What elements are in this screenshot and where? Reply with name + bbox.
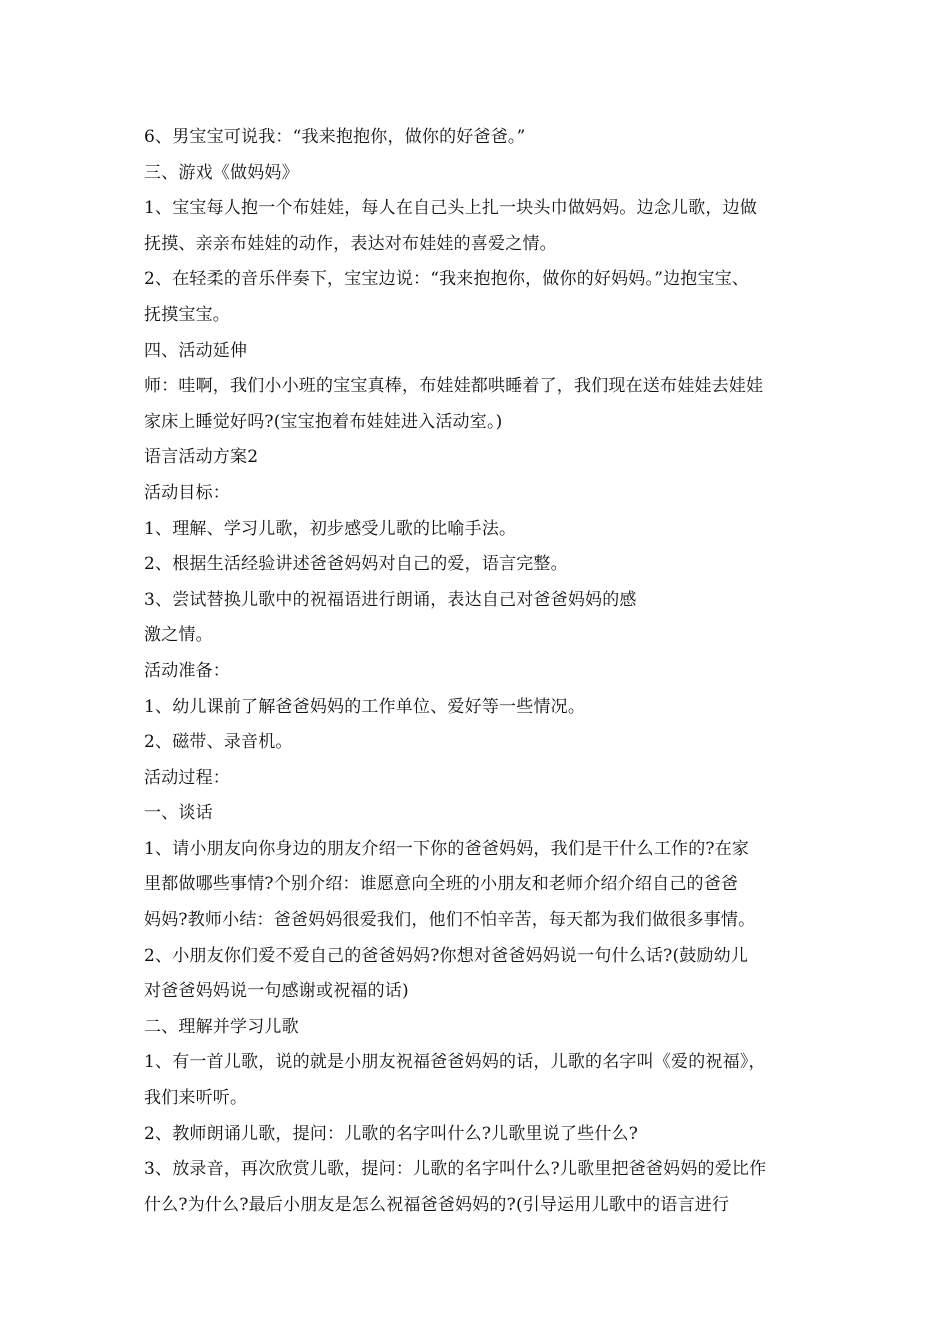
section-heading: 活动过程： (144, 767, 230, 788)
document-body (144, 120, 824, 1223)
section-heading: 活动目标： (144, 482, 230, 503)
text-line: 激之情。 (144, 625, 213, 646)
text-line: 2、磁带、录音机。 (144, 732, 293, 753)
text-line: 3、放录音，再次欣赏儿歌，提问：儿歌的名字叫什么?儿歌里把爸爸妈妈的爱比作 (144, 1159, 767, 1180)
text-line: 3、尝试替换儿歌中的祝福语进行朗诵，表达自己对爸爸妈妈的感 (144, 589, 637, 610)
text-line: 我们来听听。 (144, 1088, 248, 1109)
section-heading: 四、活动延伸 (144, 340, 248, 361)
text-line: 家床上睡觉好吗?(宝宝抱着布娃娃进入活动室。) (144, 411, 503, 432)
text-line: 1、请小朋友向你身边的朋友介绍一下你的爸爸妈妈，我们是干什么工作的?在家 (144, 838, 750, 859)
text-line: 2、小朋友你们爱不爱自己的爸爸妈妈?你想对爸爸妈妈说一句什么话?(鼓励幼儿 (144, 945, 749, 966)
text-line: 2、根据生活经验讲述爸爸妈妈对自己的爱，语言完整。 (144, 554, 568, 575)
text-line: 师：哇啊，我们小小班的宝宝真棒，布娃娃都哄睡着了，我们现在送布娃娃去娃娃 (144, 376, 764, 397)
section-heading: 二、理解并学习儿歌 (144, 1016, 299, 1037)
text-line: 什么?为什么?最后小朋友是怎么祝福爸爸妈妈的?(引导运用儿歌中的语言进行 (144, 1194, 730, 1215)
text-line: 1、幼儿课前了解爸爸妈妈的工作单位、爱好等一些情况。 (144, 696, 586, 717)
text-line: 抚摸宝宝。 (144, 304, 230, 325)
text-line: 1、宝宝每人抱一个布娃娃，每人在自己头上扎一块头巾做妈妈。边念儿歌，边做 (144, 198, 758, 219)
text-line: 2、教师朗诵儿歌，提问：儿歌的名字叫什么?儿歌里说了些什么? (144, 1123, 639, 1144)
section-heading: 三、游戏《做妈妈》 (144, 162, 299, 183)
text-line: 1、理解、学习儿歌，初步感受儿歌的比喻手法。 (144, 518, 517, 539)
text-line: 对爸爸妈妈说一句感谢或祝福的话) (144, 981, 409, 1002)
text-line: 1、有一首儿歌，说的就是小朋友祝福爸爸妈妈的话，儿歌的名字叫《爱的祝福》， (144, 1052, 766, 1073)
text-line: 6、男宝宝可说我：“我来抱抱你，做你的好爸爸。” (144, 127, 526, 147)
section-heading: 活动准备： (144, 660, 230, 681)
text-line: 抚摸、亲亲布娃娃的动作，表达对布娃娃的喜爱之情。 (144, 233, 557, 254)
text-line: 里都做哪些事情?个别介绍：谁愿意向全班的小朋友和老师介绍介绍自己的爸爸 (144, 874, 739, 895)
document-title: 语言活动方案2 (144, 447, 259, 468)
text-line: 妈妈?教师小结：爸爸妈妈很爱我们，他们不怕辛苦，每天都为我们做很多事情。 (144, 910, 756, 931)
section-heading: 一、谈话 (144, 803, 213, 824)
text-line: 2、在轻柔的音乐伴奏下，宝宝边说：“我来抱抱你，做你的好妈妈。”边抱宝宝、 (144, 269, 750, 290)
